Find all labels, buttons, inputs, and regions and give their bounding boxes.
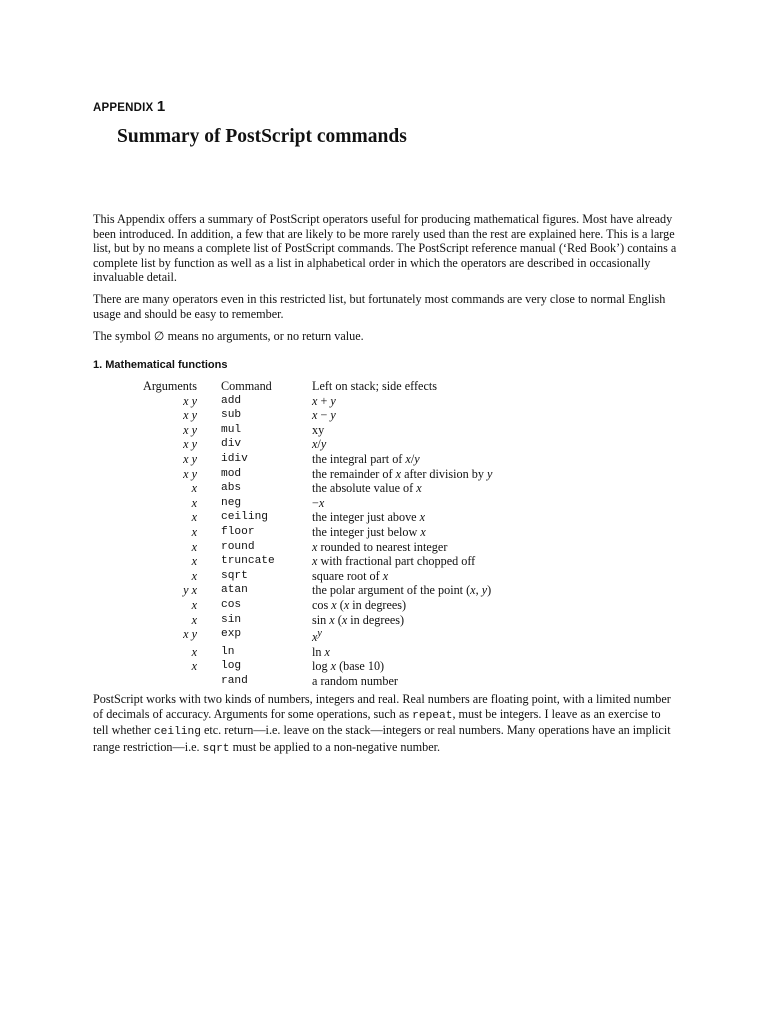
row-arguments: x	[191, 524, 197, 539]
row-result: square root of x	[312, 568, 389, 583]
number-types-paragraph	[93, 692, 677, 756]
table-row	[100, 613, 492, 628]
row-command: rand	[221, 674, 248, 687]
row-result: sin x (x in degrees)	[312, 612, 405, 627]
row-result: x with fractional part chopped off	[312, 554, 476, 569]
row-command: sub	[221, 409, 242, 422]
row-command: cos	[221, 598, 242, 611]
row-arguments: x	[191, 597, 197, 612]
code-sqrt: sqrt	[202, 742, 230, 755]
row-result: a random number	[312, 673, 398, 688]
row-command: idiv	[221, 452, 248, 465]
row-result: x rounded to nearest integer	[312, 539, 448, 554]
row-result: log x (base 10)	[312, 659, 385, 674]
table-row	[100, 525, 492, 540]
row-result: x/y	[312, 437, 327, 452]
header-result: Left on stack; side effects	[312, 379, 437, 393]
row-arguments: x y	[183, 466, 197, 481]
row-result: x + y	[312, 393, 336, 408]
row-arguments	[100, 674, 221, 689]
row-command: truncate	[221, 555, 275, 568]
restricted-list-paragraph: There are many operators even in this restricted list, but fortunately most commands are very close to normal English usage and should be easy to remember.	[93, 292, 666, 321]
row-command: log	[221, 660, 242, 673]
row-command: mul	[221, 423, 242, 436]
row-command: add	[221, 394, 242, 407]
row-command: neg	[221, 496, 242, 509]
operators-table	[100, 379, 492, 689]
table-row	[100, 627, 492, 645]
row-command: ln	[221, 645, 235, 658]
appendix-number: 1	[156, 98, 166, 115]
row-arguments: x	[191, 659, 197, 674]
numbers-text-4: must be applied to a non-negative number.	[229, 739, 441, 754]
table-row	[100, 540, 492, 555]
numbers-text-2: , must be integers. I leave as an exercise to tell whether	[93, 706, 661, 738]
empty-set-symbol-paragraph: The symbol ∅ means no arguments, or no return value.	[93, 329, 364, 343]
table-row	[100, 467, 492, 482]
intro-paragraph: This Appendix offers a summary of PostScript operators useful for producing mathematical figures. Most have already been introduced. In addition, a few that are likely to be more rarely used than the rest are explained here. This is a large list, but by no means a complete list of PostScript commands. The PostScript reference manual (‘Red Book’) contains a complete list by function as well as a list in alphabetical order in which the operators are described in occasionally invaluable detail.	[93, 212, 677, 285]
row-command: sqrt	[221, 569, 248, 582]
row-result: ln x	[312, 644, 330, 659]
appendix-word: APPENDIX	[93, 102, 154, 114]
row-result: the polar argument of the point (x, y)	[312, 583, 492, 598]
row-result: xy	[312, 422, 325, 437]
row-arguments: x	[191, 510, 197, 525]
row-arguments: x	[191, 612, 197, 627]
table-row	[100, 554, 492, 569]
table-row	[100, 496, 492, 511]
code-ceiling: ceiling	[153, 726, 201, 739]
row-command: floor	[221, 525, 255, 538]
row-arguments: x	[191, 481, 197, 496]
row-command: atan	[221, 584, 248, 597]
chapter-title: Summary of PostScript commands	[117, 126, 407, 147]
code-repeat: repeat	[412, 709, 453, 722]
row-arguments: x y	[183, 408, 197, 423]
row-result: the integer just above x	[312, 510, 426, 525]
row-result: the absolute value of x	[312, 481, 422, 496]
table-row	[100, 645, 492, 660]
row-result: the integer just below x	[312, 524, 426, 539]
row-arguments: y x	[183, 583, 197, 598]
table-row	[100, 583, 492, 598]
table-row	[100, 423, 492, 438]
row-arguments: x	[191, 644, 197, 659]
row-arguments: x	[191, 495, 197, 510]
row-result: $x^y$	[312, 628, 322, 645]
table-row	[100, 598, 492, 613]
row-arguments: x y	[183, 422, 197, 437]
row-command: abs	[221, 482, 242, 495]
table-row	[100, 510, 492, 525]
numbers-text-3: etc. return—i.e. leave on the stack—integers or real numbers. Many operations have an implicit range restriction—i.e.	[93, 723, 671, 754]
section-heading	[93, 359, 228, 371]
table-row	[100, 437, 492, 452]
table-row	[100, 481, 492, 496]
table-row	[100, 394, 492, 409]
row-arguments: x y	[183, 437, 197, 452]
row-arguments: x y	[183, 393, 197, 408]
table-row	[100, 674, 492, 689]
appendix-label	[93, 98, 165, 115]
table-row	[100, 408, 492, 423]
row-command: div	[221, 438, 242, 451]
row-arguments: x	[191, 554, 197, 569]
row-result: x − y	[312, 408, 336, 423]
row-command: sin	[221, 613, 242, 626]
table-row	[100, 569, 492, 584]
row-arguments: x y	[183, 627, 197, 642]
row-command: exp	[221, 628, 242, 641]
table-row	[100, 452, 492, 467]
row-command: mod	[221, 467, 242, 480]
row-result: the remainder of x after division by y	[312, 466, 493, 481]
table-header-row	[100, 379, 492, 394]
row-arguments: x	[191, 568, 197, 583]
header-arguments: Arguments	[143, 379, 197, 393]
row-command: ceiling	[221, 511, 268, 524]
section-title: Mathematical functions	[105, 359, 228, 371]
row-result: the integral part of x/y	[312, 451, 420, 466]
section-number: 1.	[93, 359, 103, 371]
header-command: Command	[221, 379, 272, 393]
table-row	[100, 659, 492, 674]
row-arguments: x y	[183, 451, 197, 466]
numbers-text-1: PostScript works with two kinds of numbers, integers and real. Real numbers are floating point, with a limited number of decimals of accuracy. Arguments for some operations, such as	[93, 692, 671, 721]
operators-table-body	[100, 394, 492, 689]
row-result: −x	[312, 495, 325, 510]
row-arguments: x	[191, 539, 197, 554]
row-result: cos x (x in degrees)	[312, 597, 407, 612]
row-command: round	[221, 540, 255, 553]
